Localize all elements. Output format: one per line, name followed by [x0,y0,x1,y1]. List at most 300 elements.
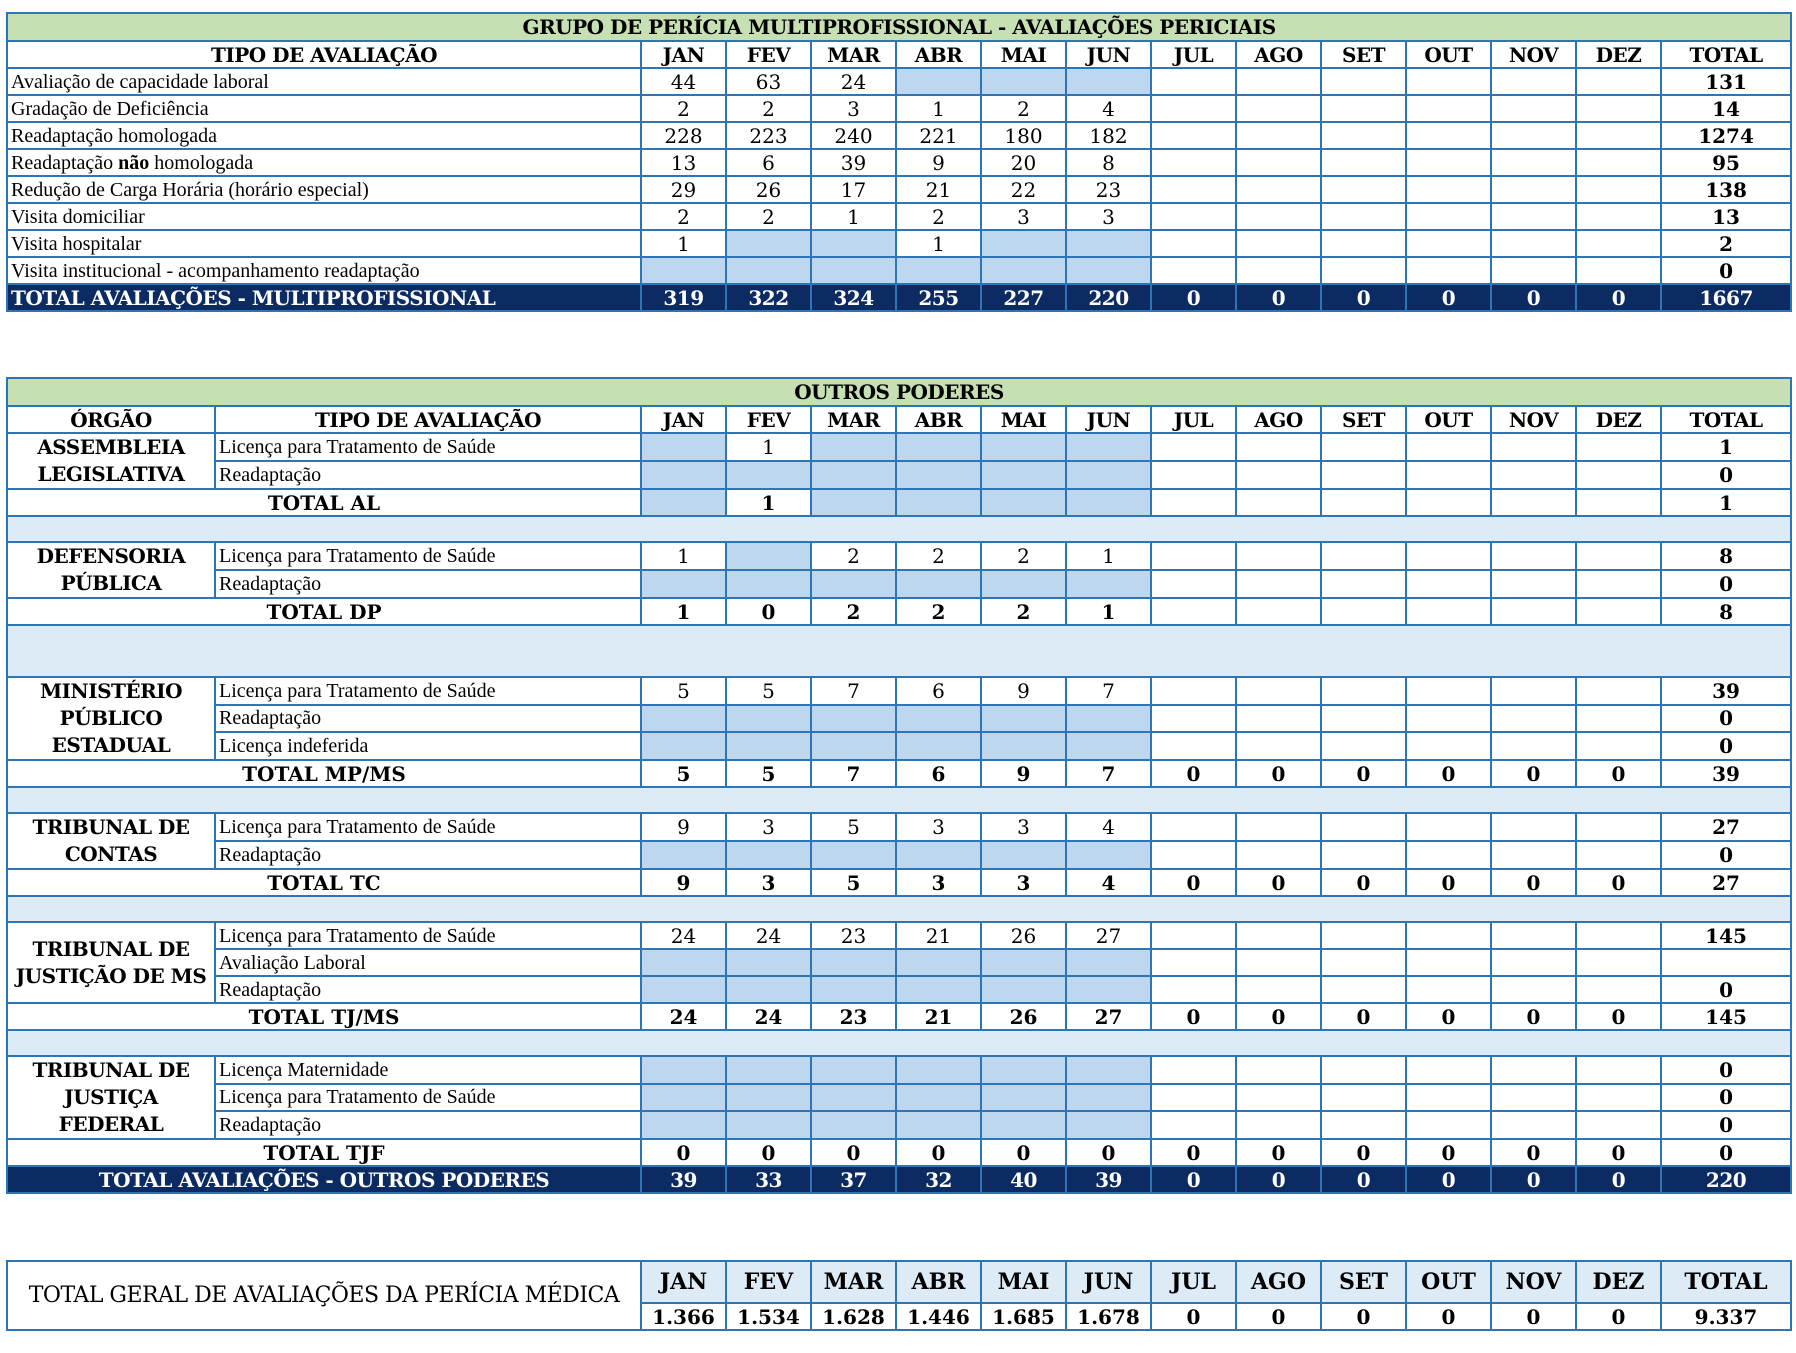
value-cell-abr: 9 [896,149,981,176]
value-cell-dez [1576,489,1661,516]
multi-header-row [7,41,1791,68]
value-cell-jun: 23 [1066,176,1151,203]
value-cell-set [1321,257,1406,284]
orgao-name: TRIBUNAL DE JUSTIÇA FEDERAL [7,1056,215,1139]
value-cell-nov [1491,203,1576,230]
value-cell-out [1406,257,1491,284]
value-cell-abr [896,570,981,598]
outros-grand-total: 220 [1661,1166,1791,1193]
value-cell-ago: 0 [1236,1139,1321,1166]
row-label: Visita domiciliar [7,203,641,230]
month-header: SET [1321,1261,1406,1303]
table-row [7,813,1791,841]
value-cell-abr [896,257,981,284]
row-total: 0 [1661,1084,1791,1112]
value-cell-fev [726,461,811,489]
value-cell-mai [981,433,1066,461]
value-cell-dez: 0 [1576,760,1661,787]
value-cell-jul [1151,677,1236,705]
value-cell-nov: 0 [1491,760,1576,787]
value-cell-out: 0 [1406,1003,1491,1030]
col-header-tipo: TIPO DE AVALIAÇÃO [215,406,641,433]
value-cell-mar: 24 [811,68,896,95]
value-cell-mar [811,570,896,598]
value-cell-mar: 324 [811,284,896,311]
value-cell-ago [1236,976,1321,1003]
row-total: 145 [1661,922,1791,949]
table-row [7,1084,1791,1112]
value-cell-nov: 0 [1491,1139,1576,1166]
month-header: JUL [1151,406,1236,433]
value-cell-ago [1236,433,1321,461]
value-cell-set [1321,732,1406,760]
value-cell-jul: 0 [1151,1166,1236,1193]
month-header: ABR [896,41,981,68]
value-cell-abr [896,949,981,976]
value-cell-mar: 37 [811,1166,896,1193]
row-total: 0 [1661,841,1791,869]
value-cell-mar: 7 [811,760,896,787]
value-cell-abr: 3 [896,869,981,896]
value-cell-out [1406,976,1491,1003]
value-cell-out [1406,489,1491,516]
value-cell-fev [726,976,811,1003]
value-cell-jul [1151,813,1236,841]
value-cell-mai: 3 [981,869,1066,896]
value-cell-set [1321,813,1406,841]
value-cell-mai [981,489,1066,516]
row-label: Readaptação [215,570,641,598]
row-label: Readaptação [215,1111,641,1139]
value-cell-dez [1576,949,1661,976]
value-cell-fev: 223 [726,122,811,149]
value-cell-out [1406,949,1491,976]
value-cell-set [1321,149,1406,176]
value-cell-mai: 9 [981,760,1066,787]
row-label: Licença para Tratamento de Saúde [215,813,641,841]
value-cell-ago: 0 [1236,1003,1321,1030]
outros-title-row [7,378,1791,406]
value-cell-dez [1576,68,1661,95]
value-cell-fev: 2 [726,95,811,122]
orgao-name: MINISTÉRIO PÚBLICO ESTADUAL [7,677,215,760]
value-cell-mai [981,976,1066,1003]
value-cell-jun [1066,949,1151,976]
value-cell-jan [641,257,726,284]
group-separator [7,1030,1791,1056]
value-cell-abr: 2 [896,542,981,570]
value-cell-mar [811,230,896,257]
month-header: NOV [1491,406,1576,433]
value-cell-abr: 221 [896,122,981,149]
value-cell-nov [1491,149,1576,176]
row-label: Licença para Tratamento de Saúde [215,433,641,461]
value-cell-nov [1491,489,1576,516]
row-total: 27 [1661,813,1791,841]
value-cell-dez [1576,1084,1661,1112]
row-total: 0 [1661,570,1791,598]
value-cell-out: 0 [1406,760,1491,787]
value-cell-abr [896,732,981,760]
value-cell-ago: 0 [1236,1166,1321,1193]
value-cell-mai [981,949,1066,976]
value-cell-jun: 27 [1066,1003,1151,1030]
table-row [7,705,1791,733]
value-cell-ago [1236,813,1321,841]
row-total: 0 [1661,976,1791,1003]
value-cell-jan: 228 [641,122,726,149]
value-cell-jun [1066,841,1151,869]
value-cell-jan: 39 [641,1166,726,1193]
value-cell-out: 0 [1406,869,1491,896]
value-cell-abr [896,841,981,869]
value-cell-mar: 5 [811,813,896,841]
month-header: FEV [726,406,811,433]
value-cell-jun: 3 [1066,203,1151,230]
value-cell-set: 0 [1321,1003,1406,1030]
row-total: 0 [1661,461,1791,489]
row-label [7,149,641,176]
value-cell-mai [981,1056,1066,1084]
value-cell-set [1321,841,1406,869]
value-cell-fev [726,1056,811,1084]
value-cell-mar [811,461,896,489]
value-cell-out [1406,677,1491,705]
table-row [7,149,1791,176]
value-cell-mai: 180 [981,122,1066,149]
value-cell-fev: 5 [726,760,811,787]
value-cell-nov [1491,949,1576,976]
value-cell-set [1321,705,1406,733]
value-cell-mar [811,1111,896,1139]
value-cell-jul [1151,95,1236,122]
value-cell-ago [1236,570,1321,598]
multiprofissional-section [6,12,1790,312]
row-label: Licença para Tratamento de Saúde [215,1084,641,1112]
group-separator [7,516,1791,542]
value-cell-mai: 26 [981,1003,1066,1030]
value-cell-nov [1491,976,1576,1003]
value-cell-dez: 0 [1576,1003,1661,1030]
value-cell-jul [1151,922,1236,949]
value-cell-set [1321,1111,1406,1139]
value-cell-set [1321,203,1406,230]
value-cell-abr: 21 [896,922,981,949]
value-cell-dez [1576,257,1661,284]
value-cell-mar [811,949,896,976]
group-total-label: TOTAL TJ/MS [7,1003,641,1030]
value-cell-jan: 5 [641,677,726,705]
value-cell-out [1406,1084,1491,1112]
table-row [7,95,1791,122]
value-cell-jan [641,976,726,1003]
value-cell-ago [1236,598,1321,625]
value-cell-out: 0 [1406,284,1491,311]
value-cell-jan: 13 [641,149,726,176]
value-cell-jun [1066,1111,1151,1139]
value-cell-set: 0 [1321,1166,1406,1193]
value-cell-set [1321,95,1406,122]
value-cell-jan: 24 [641,922,726,949]
value-cell-dez [1576,732,1661,760]
value-cell-ago [1236,122,1321,149]
table-row [7,1056,1791,1084]
value-cell-mai [981,570,1066,598]
value-cell-mar: 23 [811,1003,896,1030]
value-cell-mai: 0 [981,1139,1066,1166]
value-cell-dez [1576,122,1661,149]
value-cell-set [1321,677,1406,705]
group-total-value: 27 [1661,869,1791,896]
group-total-value: 1 [1661,489,1791,516]
value-cell-nov [1491,176,1576,203]
value-cell-out [1406,1111,1491,1139]
row-label: Redução de Carga Horária (horário especial) [7,176,641,203]
value-cell-ago [1236,1056,1321,1084]
total-geral-section [6,1260,1790,1331]
table-row [7,176,1791,203]
value-cell-set [1321,1084,1406,1112]
value-cell-fev: 1 [726,489,811,516]
value-cell-mai [981,732,1066,760]
value-cell-fev: 33 [726,1166,811,1193]
table-row [7,841,1791,869]
value-cell-jan [641,949,726,976]
value-cell-dez [1576,95,1661,122]
value-cell-mar: 2 [811,598,896,625]
value-cell-jan [641,1056,726,1084]
value-cell-mar: 2 [811,542,896,570]
value-cell-fev [726,257,811,284]
value-cell-jun [1066,705,1151,733]
value-cell-fev: 1.534 [726,1303,811,1330]
geral-header-row [7,1261,1791,1303]
group-total-row [7,760,1791,787]
month-header: NOV [1491,1261,1576,1303]
value-cell-mai [981,1084,1066,1112]
group-separator [7,896,1791,922]
value-cell-nov [1491,570,1576,598]
separator-cell [7,1030,1791,1056]
value-cell-ago [1236,1111,1321,1139]
value-cell-nov [1491,1056,1576,1084]
value-cell-mar: 0 [811,1139,896,1166]
row-total [1661,949,1791,976]
month-header: DEZ [1576,1261,1661,1303]
value-cell-abr [896,976,981,1003]
month-header: JUN [1066,406,1151,433]
group-total-row [7,1003,1791,1030]
value-cell-ago [1236,230,1321,257]
month-header: NOV [1491,41,1576,68]
value-cell-ago [1236,95,1321,122]
group-total-label: TOTAL TC [7,869,641,896]
row-label: Visita hospitalar [7,230,641,257]
table-row [7,203,1791,230]
value-cell-fev [726,230,811,257]
month-header: FEV [726,1261,811,1303]
multiprofissional-table [6,12,1792,312]
row-total: 13 [1661,203,1791,230]
value-cell-fev: 5 [726,677,811,705]
value-cell-jul: 0 [1151,760,1236,787]
table-row [7,542,1791,570]
row-total: 2 [1661,230,1791,257]
value-cell-mai [981,257,1066,284]
value-cell-jun [1066,461,1151,489]
month-header: MAR [811,1261,896,1303]
value-cell-out: 0 [1406,1166,1491,1193]
table-row [7,461,1791,489]
value-cell-mai: 2 [981,598,1066,625]
value-cell-nov [1491,257,1576,284]
value-cell-ago [1236,949,1321,976]
group-total-value: 8 [1661,598,1791,625]
month-header: OUT [1406,1261,1491,1303]
value-cell-jun [1066,732,1151,760]
total-header: TOTAL [1661,41,1791,68]
value-cell-ago: 0 [1236,869,1321,896]
month-header: OUT [1406,41,1491,68]
value-cell-nov: 0 [1491,869,1576,896]
value-cell-mai [981,68,1066,95]
value-cell-nov [1491,122,1576,149]
value-cell-jul [1151,542,1236,570]
value-cell-out: 0 [1406,1139,1491,1166]
value-cell-out [1406,922,1491,949]
value-cell-dez [1576,461,1661,489]
separator-cell [7,516,1791,542]
value-cell-abr [896,489,981,516]
value-cell-set: 0 [1321,1139,1406,1166]
geral-label: TOTAL GERAL DE AVALIAÇÕES DA PERÍCIA MÉDICA [7,1261,641,1330]
value-cell-dez: 0 [1576,1303,1661,1330]
value-cell-nov [1491,1111,1576,1139]
value-cell-jan: 1 [641,230,726,257]
total-geral-table [6,1260,1792,1331]
value-cell-dez: 0 [1576,1166,1661,1193]
value-cell-mai: 2 [981,95,1066,122]
month-header: MAR [811,406,896,433]
row-label: Readaptação homologada [7,122,641,149]
value-cell-ago [1236,922,1321,949]
value-cell-fev: 0 [726,598,811,625]
value-cell-nov [1491,922,1576,949]
value-cell-jul [1151,1056,1236,1084]
value-cell-out [1406,813,1491,841]
value-cell-mar [811,705,896,733]
value-cell-mar: 240 [811,122,896,149]
value-cell-out [1406,95,1491,122]
value-cell-out [1406,122,1491,149]
value-cell-jun: 220 [1066,284,1151,311]
value-cell-abr: 1 [896,230,981,257]
value-cell-jan: 44 [641,68,726,95]
month-header: MAI [981,406,1066,433]
value-cell-jun: 182 [1066,122,1151,149]
group-total-row [7,598,1791,625]
month-header: ABR [896,1261,981,1303]
value-cell-jun: 4 [1066,95,1151,122]
value-cell-abr: 6 [896,677,981,705]
value-cell-jan: 1 [641,598,726,625]
value-cell-abr: 21 [896,1003,981,1030]
value-cell-dez [1576,542,1661,570]
value-cell-jan: 9 [641,869,726,896]
value-cell-jan [641,1111,726,1139]
row-label: Licença para Tratamento de Saúde [215,922,641,949]
value-cell-jan: 29 [641,176,726,203]
value-cell-jun [1066,68,1151,95]
value-cell-mai [981,461,1066,489]
row-total: 0 [1661,1056,1791,1084]
value-cell-set [1321,598,1406,625]
group-total-label: TOTAL AL [7,489,641,516]
value-cell-ago [1236,149,1321,176]
value-cell-jun [1066,433,1151,461]
month-header: JUN [1066,41,1151,68]
value-cell-abr [896,1056,981,1084]
row-total: 0 [1661,732,1791,760]
value-cell-jan: 2 [641,203,726,230]
table-row [7,732,1791,760]
value-cell-nov [1491,841,1576,869]
value-cell-jan: 0 [641,1139,726,1166]
value-cell-mar: 17 [811,176,896,203]
row-label: Readaptação [215,841,641,869]
month-header: JUL [1151,41,1236,68]
value-cell-abr [896,433,981,461]
value-cell-out [1406,230,1491,257]
value-cell-mar [811,732,896,760]
month-header: AGO [1236,406,1321,433]
value-cell-out [1406,203,1491,230]
value-cell-jul: 0 [1151,1303,1236,1330]
value-cell-abr: 32 [896,1166,981,1193]
value-cell-fev: 1 [726,433,811,461]
value-cell-mai: 9 [981,677,1066,705]
month-header: MAI [981,1261,1066,1303]
value-cell-jul [1151,433,1236,461]
value-cell-mar: 5 [811,869,896,896]
value-cell-dez [1576,570,1661,598]
multi-title-row [7,13,1791,41]
group-separator [7,625,1791,677]
value-cell-dez [1576,230,1661,257]
value-cell-set [1321,461,1406,489]
value-cell-ago [1236,705,1321,733]
value-cell-ago [1236,732,1321,760]
value-cell-fev [726,841,811,869]
row-total: 131 [1661,68,1791,95]
value-cell-set [1321,176,1406,203]
value-cell-set: 0 [1321,1303,1406,1330]
row-label: Gradação de Deficiência [7,95,641,122]
total-header: TOTAL [1661,406,1791,433]
multi-title: GRUPO DE PERÍCIA MULTIPROFISSIONAL - AVALIAÇÕES PERICIAIS [7,13,1791,41]
value-cell-jul [1151,149,1236,176]
value-cell-set [1321,230,1406,257]
value-cell-mar: 7 [811,677,896,705]
value-cell-jan [641,489,726,516]
value-cell-jan [641,705,726,733]
separator-cell [7,896,1791,922]
value-cell-mai: 20 [981,149,1066,176]
table-row [7,1111,1791,1139]
value-cell-jan: 5 [641,760,726,787]
value-cell-ago [1236,677,1321,705]
row-total: 138 [1661,176,1791,203]
